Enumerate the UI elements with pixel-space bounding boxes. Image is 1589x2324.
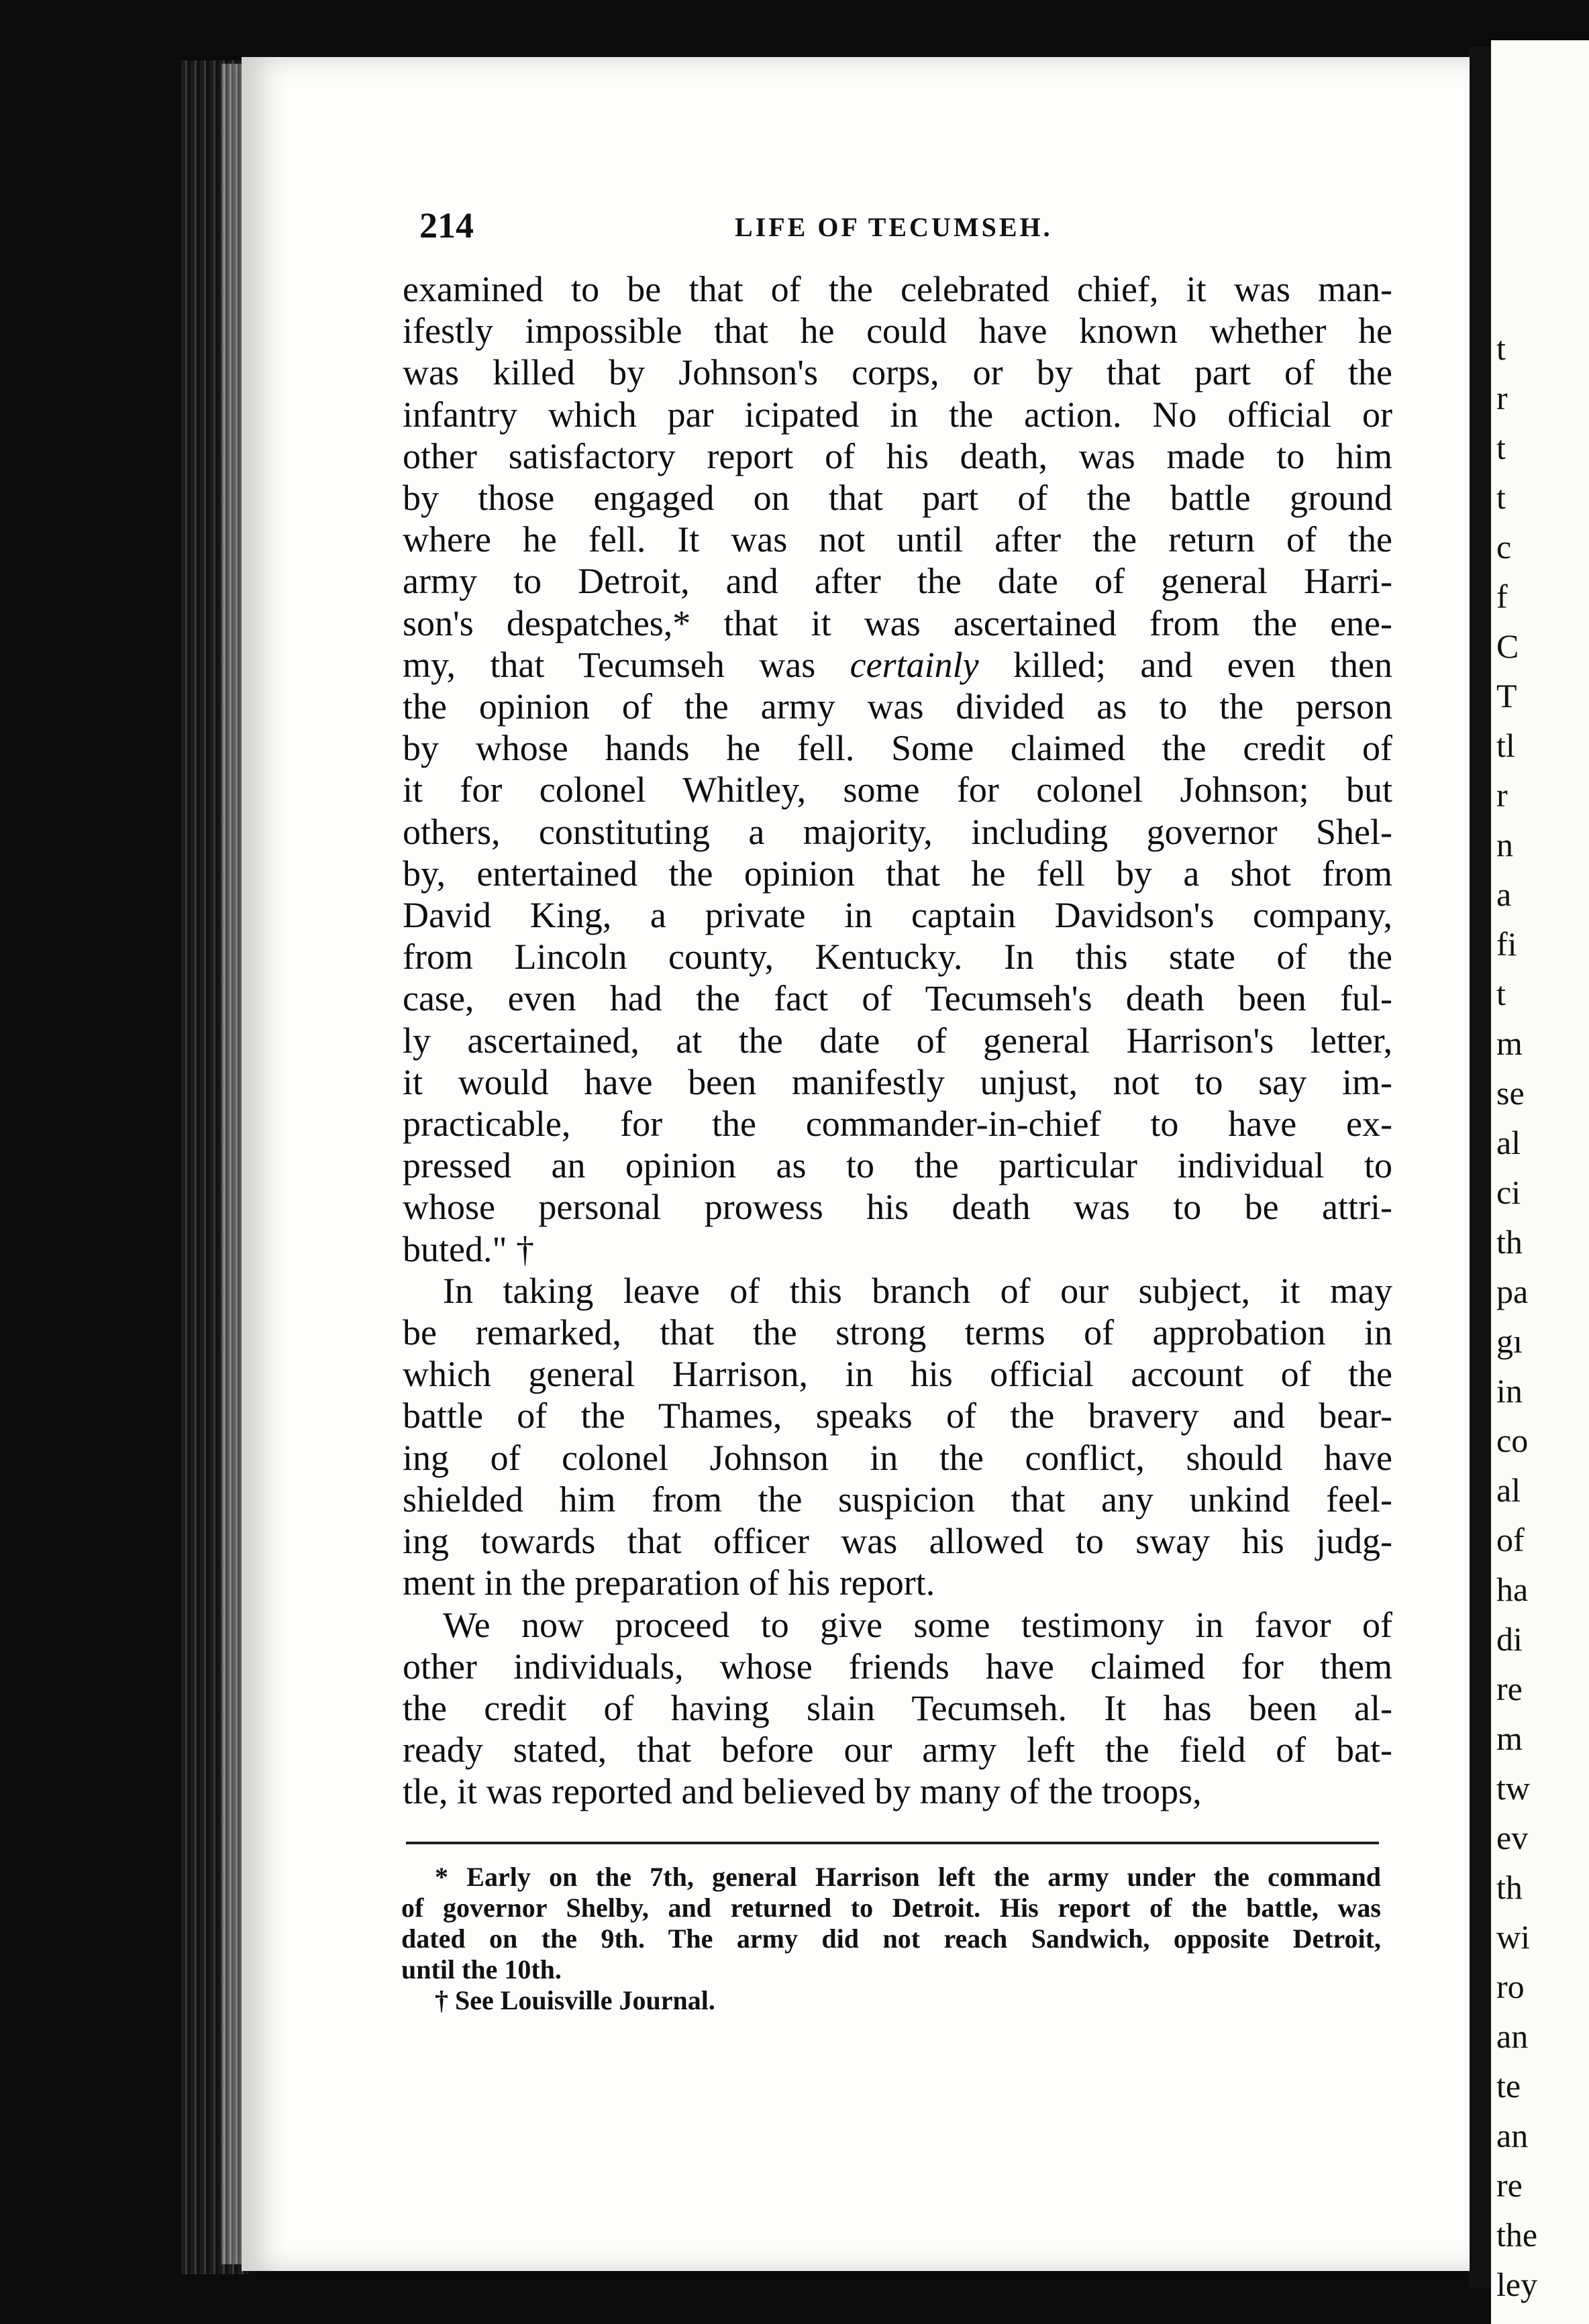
footnote-line: of governor Shelby, and returned to Detroit. His report of the battle, was xyxy=(401,1893,1381,1923)
text-line: infantry which par icipated in the action. No official or xyxy=(403,394,1392,435)
text-line: David King, a private in captain Davidson's company, xyxy=(403,895,1392,936)
emphasis: certainly xyxy=(850,644,979,685)
facing-page-fragment: co xyxy=(1496,1422,1529,1459)
facing-page-fragment: an xyxy=(1496,2117,1529,2154)
text-line: ifestly impossible that he could have known whether he xyxy=(403,311,1392,352)
text-line: practicable, for the commander-in-chief to have ex- xyxy=(403,1104,1392,1145)
facing-page-fragment: t xyxy=(1496,329,1506,367)
facing-page-fragment: t xyxy=(1496,478,1506,516)
text-line: by whose hands he fell. Some claimed the credit of xyxy=(403,728,1392,769)
facing-page-fragment: tw xyxy=(1496,1769,1530,1807)
facing-page-fragment: pa xyxy=(1496,1273,1529,1310)
body-text xyxy=(403,268,1392,1813)
text-line: In taking leave of this branch of our subject, it may xyxy=(443,1270,1392,1311)
facing-page xyxy=(1491,40,1589,2324)
text-line: others, constituting a majority, including governor Shel- xyxy=(403,811,1392,852)
facing-page-fragment: of xyxy=(1496,1521,1525,1559)
facing-page-fragment: t xyxy=(1496,429,1506,466)
text-line: by, entertained the opinion that he fell by a shot from xyxy=(403,853,1392,894)
text-line: son's despatches,* that it was ascertained from the ene- xyxy=(403,602,1392,643)
footnote-line: until the 10th. xyxy=(401,1954,562,1985)
text-line: ing towards that officer was allowed to sway his judg- xyxy=(403,1521,1392,1562)
text-line: tle, it was reported and believed by many of the troops, xyxy=(403,1771,1202,1812)
text-line: ready stated, that before our army left the field of bat- xyxy=(403,1730,1392,1771)
text-line: which general Harrison, in his official account of the xyxy=(403,1354,1392,1395)
facing-page-fragment: c xyxy=(1496,528,1512,566)
facing-page-fragment: th xyxy=(1496,1223,1523,1261)
facing-page-fragment: an xyxy=(1496,2017,1529,2055)
page-number: 214 xyxy=(419,205,474,246)
facing-page-fragment: tl xyxy=(1496,727,1515,764)
facing-page-fragment: te xyxy=(1496,2067,1521,2105)
footnote-line: dated on the 9th. The army did not reach Sandwich, opposite Detroit, xyxy=(401,1923,1381,1954)
facing-page-fragment: the xyxy=(1496,2216,1538,2254)
text-line: buted." † xyxy=(403,1228,535,1269)
text-line: army to Detroit, and after the date of general Harri- xyxy=(403,561,1392,602)
facing-page-fragment: al xyxy=(1496,1124,1521,1161)
facing-page-fragment: n xyxy=(1496,826,1513,863)
facing-page-fragment: a xyxy=(1496,876,1512,913)
facing-page-fragment: T xyxy=(1496,677,1517,715)
text-line: the opinion of the army was divided as to the person xyxy=(403,686,1392,727)
text-line: examined to be that of the celebrated chief, it was man- xyxy=(403,269,1392,309)
running-head: LIFE OF TECUMSEH. xyxy=(735,212,1053,242)
text-line: We now proceed to give some testimony in favor of xyxy=(443,1604,1392,1645)
text-line: it for colonel Whitley, some for colonel Johnson; but xyxy=(403,770,1392,810)
text-line: whose personal prowess his death was to be attri- xyxy=(403,1187,1392,1228)
footnote-line: † See Louisville Journal. xyxy=(435,1985,715,2015)
facing-page-fragment: t xyxy=(1496,975,1506,1012)
facing-page-fragment: r xyxy=(1496,379,1508,417)
footnote-rule xyxy=(406,1842,1379,1844)
facing-page-fragment: ley xyxy=(1496,2266,1538,2303)
paragraph xyxy=(403,268,1392,1270)
facing-page-fragment: gı xyxy=(1496,1322,1523,1360)
text-line: the credit of having slain Tecumseh. It has been al- xyxy=(403,1687,1392,1728)
text-line: be remarked, that the strong terms of approbation in xyxy=(403,1312,1392,1353)
text-line: shielded him from the suspicion that any unkind feel- xyxy=(403,1479,1392,1520)
facing-page-fragment: in xyxy=(1496,1372,1523,1410)
text-line: other individuals, whose friends have claimed for them xyxy=(403,1646,1392,1687)
facing-page-fragment: r xyxy=(1496,776,1508,814)
text-line: from Lincoln county, Kentucky. In this state of the xyxy=(403,937,1392,978)
facing-page-fragment: m xyxy=(1496,1720,1523,1757)
facing-page-fragment: f xyxy=(1496,578,1508,615)
paragraph xyxy=(403,1604,1392,1813)
text-line: pressed an opinion as to the particular individual to xyxy=(403,1145,1392,1186)
facing-page-fragment: re xyxy=(1496,2166,1523,2204)
text-line: was killed by Johnson's corps, or by that part of the xyxy=(403,352,1392,393)
facing-page-fragment: se xyxy=(1496,1074,1525,1112)
facing-page-fragment: ha xyxy=(1496,1571,1529,1608)
text-line: other satisfactory report of his death, was made to him xyxy=(403,435,1392,476)
facing-page-fragment: fi xyxy=(1496,925,1517,963)
text-line: ing of colonel Johnson in the conflict, should have xyxy=(403,1437,1392,1478)
facing-page-fragment: th xyxy=(1496,1868,1523,1906)
facing-page-fragment: re xyxy=(1496,1670,1523,1707)
text-line: ly ascertained, at the date of general Harrison's letter, xyxy=(403,1020,1392,1061)
text-line: case, even had the fact of Tecumseh's death been ful- xyxy=(403,978,1392,1019)
footnotes xyxy=(401,1862,1381,2016)
text-line: ment in the preparation of his report. xyxy=(403,1563,935,1603)
facing-page-fragment: wi xyxy=(1496,1918,1530,1956)
facing-page-fragment: ro xyxy=(1496,1968,1525,2005)
facing-page-fragment: ev xyxy=(1496,1819,1529,1856)
footnote-line: * Early on the 7th, general Harrison left the army under the command xyxy=(435,1862,1381,1892)
facing-page-fragment: C xyxy=(1496,627,1519,665)
paragraph xyxy=(403,1270,1392,1604)
facing-page-fragment: di xyxy=(1496,1620,1523,1658)
facing-page-fragment: ci xyxy=(1496,1173,1521,1211)
text-line: by those engaged on that part of the battle ground xyxy=(403,478,1392,519)
book-gutter xyxy=(1470,47,1491,2288)
facing-page-fragment: al xyxy=(1496,1471,1521,1509)
text-line: my, that Tecumseh was certainly killed; and even then xyxy=(403,644,1392,685)
text-line: battle of the Thames, speaks of the bravery and bear- xyxy=(403,1395,1392,1436)
page-header xyxy=(419,205,1389,252)
footnote xyxy=(401,1862,1381,1985)
text-line: it would have been manifestly unjust, not to say im- xyxy=(403,1061,1392,1102)
facing-page-fragment: m xyxy=(1496,1024,1523,1062)
footnote xyxy=(401,1985,1381,2016)
text-line: where he fell. It was not until after the return of the xyxy=(403,519,1392,560)
